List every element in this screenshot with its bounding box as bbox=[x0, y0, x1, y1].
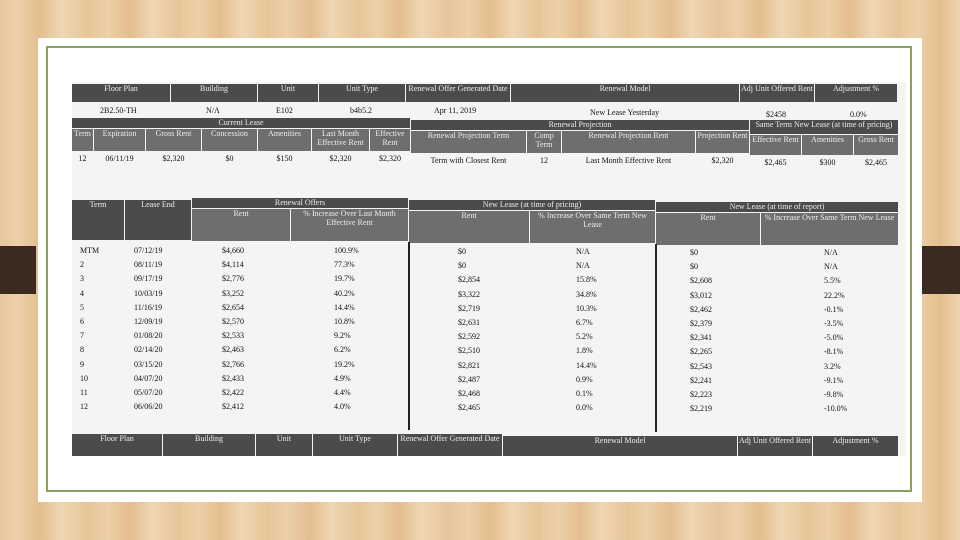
offer-nl-pct: 10.3% bbox=[576, 303, 597, 313]
offer-term: 12 bbox=[80, 402, 88, 412]
offer-term: 8 bbox=[80, 345, 84, 355]
offer-end: 08/11/19 bbox=[134, 260, 163, 270]
offer-pct: 4.4% bbox=[334, 388, 351, 397]
current-lease-header: Term bbox=[72, 129, 93, 151]
offer-term: 9 bbox=[80, 359, 84, 369]
offer-pct: 6.2% bbox=[334, 345, 351, 355]
current-lease-value: $150 bbox=[276, 154, 293, 163]
hdr-adjustment-2: Adjustment % bbox=[813, 436, 898, 456]
offer-pct: 100.9% bbox=[334, 246, 359, 255]
offer-end: 03/15/20 bbox=[134, 359, 163, 369]
hdr-new-lease-pricing: New Lease (at time of pricing) bbox=[409, 200, 655, 210]
current-lease-value: $2,320 bbox=[379, 154, 401, 163]
offer-end: 12/09/19 bbox=[134, 317, 163, 326]
offer-nl-pct: 5.2% bbox=[576, 332, 593, 342]
offer-rent: $4,114 bbox=[222, 260, 244, 270]
offer-nl-rent: $0 bbox=[458, 261, 466, 271]
column-divider bbox=[655, 244, 657, 432]
offer-nr-pct: -9.1% bbox=[824, 375, 844, 385]
renewal-projection-header: Renewal Projection Rent bbox=[562, 131, 695, 153]
offer-nl-pct: N/A bbox=[576, 247, 590, 256]
offer-nl-pct: 0.0% bbox=[576, 403, 593, 413]
offer-pct: 19.7% bbox=[334, 274, 355, 284]
same-term-title: Same Term New Lease (at time of pricing) bbox=[750, 120, 898, 134]
offer-nl-pct: N/A bbox=[576, 261, 590, 271]
val-adjustment: 0.0% bbox=[850, 110, 867, 119]
offer-term: 4 bbox=[80, 288, 84, 298]
offer-end: 11/16/19 bbox=[134, 302, 163, 312]
offer-nl-rent: $2,468 bbox=[458, 389, 480, 398]
same-term-value: $2,465 bbox=[764, 158, 787, 167]
offer-rent: $2,433 bbox=[222, 373, 244, 383]
offer-pct: 40.2% bbox=[334, 288, 355, 298]
current-lease-value: $0 bbox=[225, 154, 234, 163]
hdr-adjustment: Adjustment % bbox=[815, 84, 897, 102]
hdr-unit: Unit bbox=[258, 84, 318, 102]
offer-nl-rent: $2,510 bbox=[458, 346, 480, 356]
hdr-pct-same-term2: % Increase Over Same Term New Lease bbox=[761, 213, 898, 245]
current-lease-header: Amenities bbox=[258, 129, 311, 151]
offer-nl-rent: $2,592 bbox=[458, 332, 480, 342]
hdr-floor-plan-2: Floor Plan bbox=[72, 434, 162, 456]
current-lease-header: Last Month Effective Rent bbox=[312, 129, 369, 151]
val-unit: E102 bbox=[276, 106, 293, 115]
val-unit-type: b4b5.2 bbox=[350, 106, 372, 115]
val-floor-plan: 2B2.50-TH bbox=[100, 106, 137, 115]
renewal-projection-value: 12 bbox=[540, 156, 548, 165]
current-lease-value: $2,320 bbox=[162, 154, 185, 163]
offer-nr-rent: $2,379 bbox=[690, 319, 712, 328]
offer-nr-rent: $2,265 bbox=[690, 347, 712, 357]
hdr-unit-type: Unit Type bbox=[319, 84, 405, 102]
offer-nr-pct: N/A bbox=[824, 248, 838, 257]
current-lease-title: Current Lease bbox=[72, 118, 410, 128]
renewal-projection-header: Comp Term bbox=[527, 131, 561, 153]
hdr-renewal-offers: Renewal Offers bbox=[192, 198, 408, 208]
offer-end: 07/12/19 bbox=[134, 246, 163, 255]
offer-nl-pct: 0.1% bbox=[576, 389, 593, 398]
offer-pct: 14.4% bbox=[334, 302, 355, 312]
renewal-projection-value: Term with Closest Rent bbox=[430, 156, 507, 165]
column-divider bbox=[408, 242, 410, 430]
offer-pct: 10.8% bbox=[334, 317, 355, 326]
offer-nr-pct: N/A bbox=[824, 262, 838, 272]
offer-rent: $2,463 bbox=[222, 345, 244, 355]
offer-end: 01/08/20 bbox=[134, 331, 163, 341]
offer-nr-pct: 22.2% bbox=[824, 290, 845, 300]
hdr-floor-plan: Floor Plan bbox=[72, 84, 170, 102]
val-renewal-model: New Lease Yesterday bbox=[590, 108, 660, 117]
offer-rent: $2,412 bbox=[222, 402, 244, 412]
renewal-projection-header: Renewal Projection Term bbox=[411, 131, 526, 153]
hdr-adj-rent: Adj Unit Offered Rent bbox=[740, 84, 814, 102]
hdr-renewal-date: Renewal Offer Generated Date bbox=[406, 84, 510, 102]
offer-nr-rent: $0 bbox=[690, 248, 698, 257]
offer-rent: $2,570 bbox=[222, 317, 244, 326]
hdr-new-lease-report: New Lease (at time of report) bbox=[656, 202, 898, 212]
scanned-document bbox=[72, 82, 906, 456]
offer-nl-pct: 6.7% bbox=[576, 318, 593, 327]
offer-end: 05/07/20 bbox=[134, 388, 163, 397]
same-term-header: Gross Rent bbox=[854, 135, 898, 155]
offer-term: 2 bbox=[80, 260, 84, 270]
hdr-rent: Rent bbox=[192, 209, 290, 241]
offer-end: 06/06/20 bbox=[134, 402, 163, 412]
offer-nl-rent: $2,487 bbox=[458, 374, 480, 384]
offer-rent: $2,766 bbox=[222, 359, 244, 369]
offer-pct: 4.9% bbox=[334, 373, 351, 383]
offer-nr-rent: $0 bbox=[690, 262, 698, 272]
offer-nl-pct: 14.4% bbox=[576, 360, 597, 370]
slide-inner-border bbox=[46, 46, 912, 492]
offer-end: 09/17/19 bbox=[134, 274, 163, 284]
offer-nr-pct: -10.0% bbox=[824, 404, 848, 414]
slide-frame bbox=[38, 38, 922, 502]
hdr-term: Term bbox=[72, 200, 124, 240]
offer-nr-rent: $2,462 bbox=[690, 304, 712, 314]
offer-nr-rent: $2,543 bbox=[690, 361, 712, 371]
offer-end: 04/07/20 bbox=[134, 373, 163, 383]
offer-nl-rent: $2,719 bbox=[458, 303, 480, 313]
offer-nr-pct: -0.1% bbox=[824, 304, 844, 314]
hdr-unit-type-2: Unit Type bbox=[313, 434, 397, 456]
offer-nr-rent: $2,341 bbox=[690, 333, 712, 343]
renewal-projection-header: Projection Rent bbox=[696, 131, 749, 153]
same-term-header: Effective Rent bbox=[750, 135, 801, 155]
offer-nl-rent: $2,821 bbox=[458, 360, 480, 370]
offer-rent: $2,776 bbox=[222, 274, 244, 284]
hdr-renewal-model: Renewal Model bbox=[511, 84, 739, 102]
hdr-renewal-date-2: Renewal Offer Generated Date bbox=[398, 434, 502, 456]
current-lease-header: Gross Rent bbox=[146, 129, 201, 151]
hdr-pct-last-month: % Increase Over Last Month Effective Rent bbox=[291, 209, 408, 241]
offer-nr-pct: -8.1% bbox=[824, 347, 844, 357]
offer-rent: $2,422 bbox=[222, 388, 244, 397]
offer-term: 11 bbox=[80, 388, 88, 397]
current-lease-header: Concession bbox=[202, 129, 257, 151]
offer-nr-rent: $2,219 bbox=[690, 404, 712, 414]
current-lease-value: $2,320 bbox=[329, 154, 352, 163]
current-lease-header: Expiration bbox=[94, 129, 145, 151]
offer-nl-rent: $2,854 bbox=[458, 275, 480, 285]
offer-term: 3 bbox=[80, 274, 84, 284]
offer-nl-rent: $0 bbox=[458, 247, 466, 256]
offer-nl-rent: $2,465 bbox=[458, 403, 480, 413]
offer-nl-pct: 34.8% bbox=[576, 289, 597, 299]
current-lease-value: 12 bbox=[78, 154, 87, 163]
val-renewal-date: Apr 11, 2019 bbox=[434, 106, 477, 115]
renewal-projection-value: Last Month Effective Rent bbox=[585, 156, 672, 165]
offer-term: 7 bbox=[80, 331, 84, 341]
hdr-rent3: Rent bbox=[656, 213, 760, 245]
same-term-value: $2,465 bbox=[865, 158, 887, 167]
hdr-building: Building bbox=[171, 84, 257, 102]
offer-rent: $4,660 bbox=[222, 246, 244, 255]
offer-term: 5 bbox=[80, 302, 84, 312]
hdr-unit-2: Unit bbox=[256, 434, 312, 456]
offer-nr-rent: $3,012 bbox=[690, 290, 712, 300]
offer-nl-pct: 1.8% bbox=[576, 346, 593, 356]
offer-term: 10 bbox=[80, 373, 88, 383]
hdr-pct-same-term: % Increase Over Same Term New Lease bbox=[530, 211, 655, 243]
offer-nr-rent: $2,608 bbox=[690, 276, 712, 286]
offer-nl-pct: 15.8% bbox=[576, 275, 597, 285]
offer-nr-pct: -9.8% bbox=[824, 390, 844, 399]
offer-nr-pct: -3.5% bbox=[824, 319, 844, 328]
offer-rent: $2,533 bbox=[222, 331, 244, 341]
current-lease-header: Effective Rent bbox=[370, 129, 410, 151]
current-lease-value: 06/11/19 bbox=[105, 154, 134, 163]
offer-nl-pct: 0.9% bbox=[576, 374, 593, 384]
hdr-lease-end: Lease End bbox=[125, 200, 191, 240]
offer-end: 10/03/19 bbox=[134, 288, 163, 298]
offer-pct: 77.3% bbox=[334, 260, 355, 270]
renewal-projection-title: Renewal Projection bbox=[411, 120, 749, 130]
offer-nl-rent: $2,631 bbox=[458, 318, 480, 327]
offer-nr-rent: $2,241 bbox=[690, 375, 712, 385]
same-term-header: Amenities bbox=[802, 135, 853, 155]
hdr-renewal-model-2: Renewal Model bbox=[503, 436, 737, 456]
offer-pct: 19.2% bbox=[334, 359, 355, 369]
offer-rent: $3,252 bbox=[222, 288, 244, 298]
offer-nr-pct: -5.0% bbox=[824, 333, 844, 343]
hdr-rent2: Rent bbox=[409, 211, 529, 243]
offer-pct: 4.0% bbox=[334, 402, 351, 412]
val-adj-rent: $2458 bbox=[766, 110, 786, 119]
offer-term: MTM bbox=[80, 246, 100, 255]
offer-nr-rent: $2,223 bbox=[690, 390, 712, 399]
hdr-adj-rent-2: Adj Unit Offered Rent bbox=[738, 436, 812, 456]
hdr-building-2: Building bbox=[163, 434, 255, 456]
offer-end: 02/14/20 bbox=[134, 345, 163, 355]
offer-nr-pct: 5.5% bbox=[824, 276, 841, 286]
offer-rent: $2,654 bbox=[222, 302, 244, 312]
left-dark-bar bbox=[0, 246, 36, 294]
same-term-value: $300 bbox=[819, 158, 836, 167]
offer-nl-rent: $3,322 bbox=[458, 289, 480, 299]
offer-term: 6 bbox=[80, 317, 84, 326]
val-building: N/A bbox=[206, 106, 220, 115]
offer-pct: 9.2% bbox=[334, 331, 351, 341]
renewal-projection-value: $2,320 bbox=[711, 156, 734, 165]
offer-nr-pct: 3.2% bbox=[824, 361, 841, 371]
